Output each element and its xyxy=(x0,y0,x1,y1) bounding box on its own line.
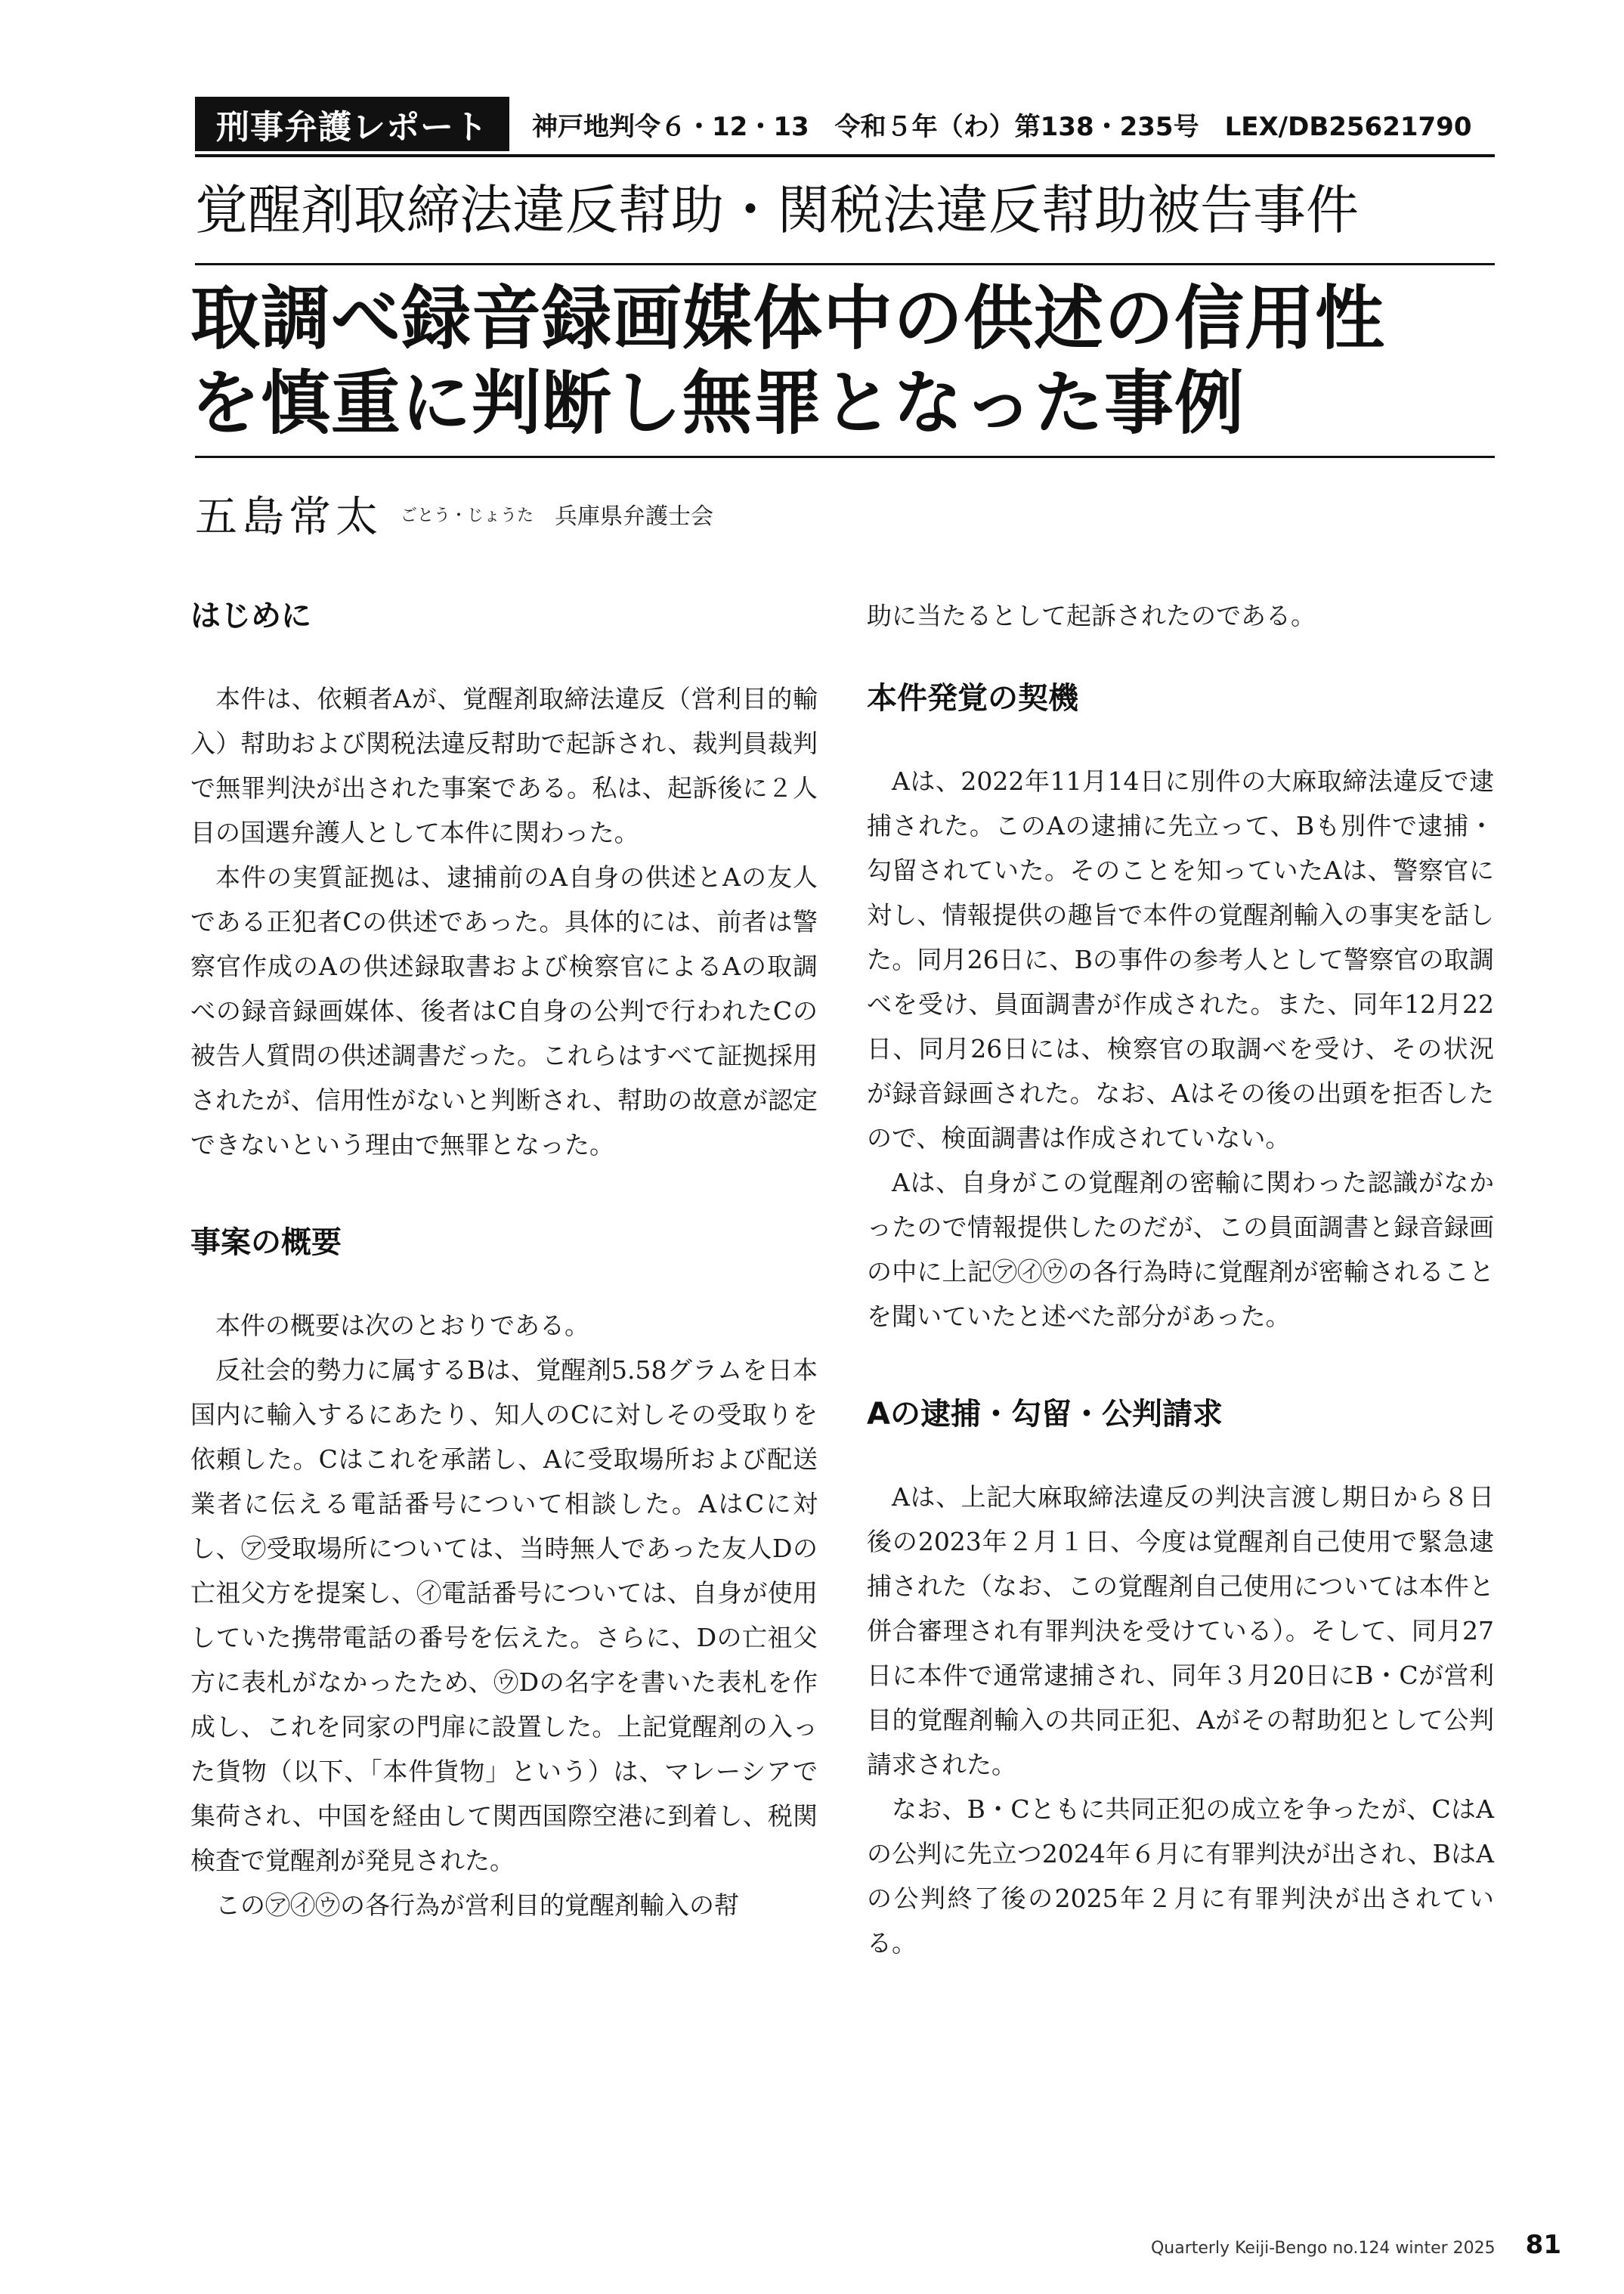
article-header xyxy=(195,97,1495,151)
overview-paragraph-2: 反社会的勢力に属するBは、覚醒剤5.58グラムを日本国内に輸入するにあたり、知人のCに対しその受取りを依頼した。Cはこれを承諾し、Aに受取場所および配送業者に伝える電話番号について相談した。AはCに対し、㋐受取場所については、当時無人であった友人Dの亡祖父方を提案し、㋑電話番号については、自身が使用していた携帯電話の番号を伝えた。さらに、Dの亡祖父方に表札がなかったため、㋒Dの名字を書いた表札を作成し、これを同家の門扉に設置した。上記覚醒剤の入った貨物（以下、「本件貨物」という）は、マレーシアで集荷され、中国を経由して関西国際空港に到着し、税関検査で覚醒剤が発見された。 xyxy=(190,1355,818,1875)
author-affiliation: 兵庫県弁護士会 xyxy=(555,503,714,530)
intro-paragraph-2: 本件の実質証拠は、逮捕前のA自身の供述とAの友人である正犯者Cの供述であった。具体的には、前者は警察官作成のAの供述録取書および検察官によるAの取調べの録音録画媒体、後者はC自身の公判で行われたCの被告人質問の供述調書だった。これらはすべて証拠採用されたが、信用性がないと判断され、幇助の故意が認定できないという理由で無罪となった。 xyxy=(190,862,818,1159)
header-rule xyxy=(195,154,1495,157)
journal-name: Quarterly Keiji-Bengo no.124 winter 2025 xyxy=(1150,2239,1496,2258)
subtitle-rule xyxy=(195,263,1495,265)
author-name: 五島常太 xyxy=(195,493,382,542)
arrest-paragraph-2: なお、B・Cともに共同正犯の成立を争ったが、CはAの公判に先立つ2024年６月に有罪判決が出され、BはAの公判終了後の2025年２月に有罪判決が出されている。 xyxy=(867,1794,1494,1958)
author-reading: ごとう・じょうた xyxy=(401,506,534,525)
article-title xyxy=(190,277,1498,446)
case-citation: 神戸地判令６・12・13 令和５年（わ）第138・235号 LEX/DB25621790 xyxy=(532,111,1472,142)
section-heading-arrest: Aの逮捕・勾留・公判請求 xyxy=(867,1397,1223,1432)
overview-paragraph-1: 本件の概要は次のとおりである。 xyxy=(215,1311,589,1340)
overview-paragraph-3-continued: 助に当たるとして起訴されたのである。 xyxy=(867,601,1316,630)
page-number: 81 xyxy=(1525,2230,1561,2260)
overview-paragraph-3: この㋐㋑㋒の各行為が営利目的覚醒剤輸入の幇 xyxy=(215,1890,739,1920)
page-footer xyxy=(1151,2230,1561,2260)
section-heading-overview: 事案の概要 xyxy=(190,1225,342,1260)
discovery-paragraph-1: Aは、2022年11月14日に別件の大麻取締法違反で逮捕された。このAの逮捕に先立って、Bも別件で逮捕・勾留されていた。そのことを知っていたAは、警察官に対し、情報提供の趣旨で本件の覚醒剤輸入の事実を話した。同月26日に、Bの事件の参考人として警察官の取調べを受け、員面調書が作成された。また、同年12月22日、同月26日には、検察官の取調べを受け、その状況が録音録画された。なお、Aはその後の出頭を拒否したので、検面調書は作成されていない。 xyxy=(867,766,1494,1153)
right-column xyxy=(867,586,1494,1965)
title-line-1: 取調べ録音録画媒体中の供述の信用性 xyxy=(190,278,1386,359)
discovery-paragraph-2: Aは、自身がこの覚醒剤の密輸に関わった認識がなかったので情報提供したのだが、この員面調書と録音録画の中に上記㋐㋑㋒の各行為時に覚醒剤が密輸されることを聞いていたと述べた部分があった。 xyxy=(867,1168,1494,1331)
title-rule xyxy=(195,456,1495,458)
left-column xyxy=(190,586,818,1927)
byline xyxy=(195,484,713,544)
section-heading-discovery: 本件発覚の契機 xyxy=(867,681,1078,716)
intro-paragraph-1: 本件は、依頼者Aが、覚醒剤取締法違反（営利目的輸入）幇助および関税法違反幇助で起訴され、裁判員裁判で無罪判決が出された事案である。私は、起訴後に２人目の国選弁護人として本件に関わった。 xyxy=(190,684,818,847)
series-tag: 刑事弁護レポート xyxy=(195,97,509,151)
arrest-paragraph-1: Aは、上記大麻取締法違反の判決言渡し期日から８日後の2023年２月１日、今度は覚醒剤自己使用で緊急逮捕された（なお、この覚醒剤自己使用については本件と併合審理され有罪判決を受けている）。そして、同月27日に本件で通常逮捕され、同年３月20日にB・Cが営利目的覚醒剤輸入の共同正犯、Aがその幇助犯として公判請求された。 xyxy=(867,1482,1494,1779)
case-subtitle: 覚醒剤取締法違反幇助・関税法違反幇助被告事件 xyxy=(195,179,1359,241)
title-line-2: を慎重に判断し無罪となった事例 xyxy=(190,363,1245,444)
section-heading-intro: はじめに xyxy=(190,599,311,633)
